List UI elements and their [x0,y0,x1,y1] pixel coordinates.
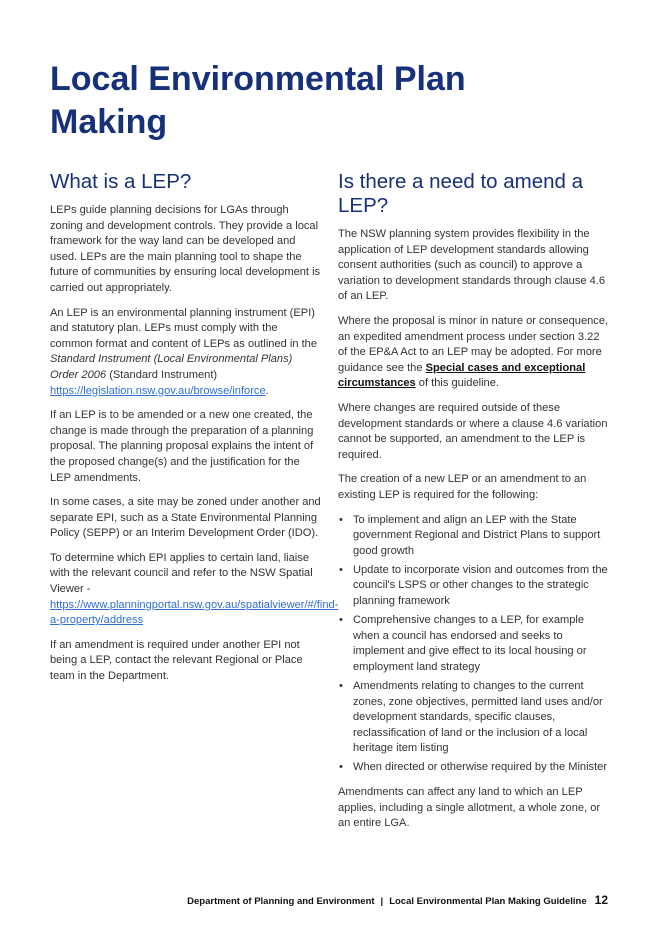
amendment-reasons-list [338,513,610,777]
left-column [50,170,339,694]
expedited-text-b: of this guideline. [415,377,499,390]
page-title: Local Environmental Plan Making [50,60,466,141]
need-to-amend-heading: Is there a need to amend a LEP? [338,170,584,217]
planning-proposal-paragraph: If an LEP is to be amended or a new one created, the change is made through the preparation of a planning proposal. The planning proposal explains the intent of the proposed change(s) and the justification for the LEP amendments. [50,409,314,484]
flexibility-paragraph: The NSW planning system provides flexibility in the application of LEP development standards allowing consent authorities (such as council) to approve a variation to development standards through clause 4.6 of an LEP. [338,228,606,303]
lep-epi-text-b: (Standard Instrument) [106,368,218,381]
required-for-paragraph: The creation of a new LEP or an amendment to an existing LEP is required for the following: [338,473,587,501]
list-item: • Comprehensive changes to a LEP, for example when a council has endorsed and seeks to implement and give effect to its local housing or employment land strategy [338,613,610,675]
lep-intro-paragraph: LEPs guide planning decisions for LGAs through zoning and development controls. They provide a local framework for the way land can be developed and used. LEPs are the main planning tool to shape the future of communities by ensuring local development is carried out appropriately. [50,204,321,294]
spatial-viewer-link[interactable]: https://www.planningportal.nsw.gov.au/spatialviewer/#/find-a-property/address [50,598,339,627]
legislation-link[interactable]: https://legislation.nsw.gov.au/browse/inforce [50,384,266,397]
land-scope-paragraph: Amendments can affect any land to which an LEP applies, including a single allotment, a whole zone, or an entire LGA. [338,786,601,830]
page-footer [187,893,608,907]
list-item: • To implement and align an LEP with the State government Regional and District Plans to support good growth [338,513,610,560]
right-column [338,170,610,841]
page-number: 12 [594,893,608,907]
lep-epi-paragraph [50,306,322,400]
separate-epi-paragraph: In some cases, a site may be zoned under another and separate EPI, such as a State Environmental Planning Policy (SEPP) or an Interim Development Order (IDO). [50,496,321,540]
list-item: • Update to incorporate vision and outcomes from the council's LSPS or other changes to the strategic planning framework [338,563,610,610]
what-is-lep-heading: What is a LEP? [50,170,192,193]
special-cases-link[interactable]: Special cases and exceptional circumstances [338,361,586,390]
lep-epi-text-c: . [265,384,269,397]
amendment-required-paragraph: Where changes are required outside of these development standards or where a clause 4.6 variation cannot be supported, an amendment to the LEP is required. [338,401,608,461]
list-item: • Amendments relating to changes to the current zones, zone objectives, permitted land uses and/or development standards, specific clauses, reclassification of land or the inclusion of a local heritage item listing [338,679,610,757]
lep-epi-text-a: An LEP is an environmental planning instrument (EPI) and statutory plan. LEPs must comply with the common format and content of LEPs as outlined in the [50,306,318,350]
expedited-paragraph [338,314,610,392]
footer-separator: | [380,896,384,907]
other-epi-paragraph: If an amendment is required under another EPI not being a LEP, contact the relevant Regional or Place team in the Department. [50,638,303,683]
spatial-viewer-paragraph [50,551,339,629]
footer-guideline: Local Environmental Plan Making Guideline [389,896,587,907]
spatial-viewer-text: To determine which EPI applies to certain land, liaise with the relevant council and refer to the NSW Spatial Viewer - [50,551,313,596]
footer-department: Department of Planning and Environment [187,896,375,907]
list-item: • When directed or otherwise required by the Minister [338,760,610,776]
expedited-text-a: Where the proposal is minor in nature or consequence, an expedited amendment process under section 3.22 of the EP&A Act to an LEP may be adopted. For more guidance see the [338,314,609,374]
standard-instrument-title: Standard Instrument (Local Environmental Plans) Order 2006 [50,353,293,381]
